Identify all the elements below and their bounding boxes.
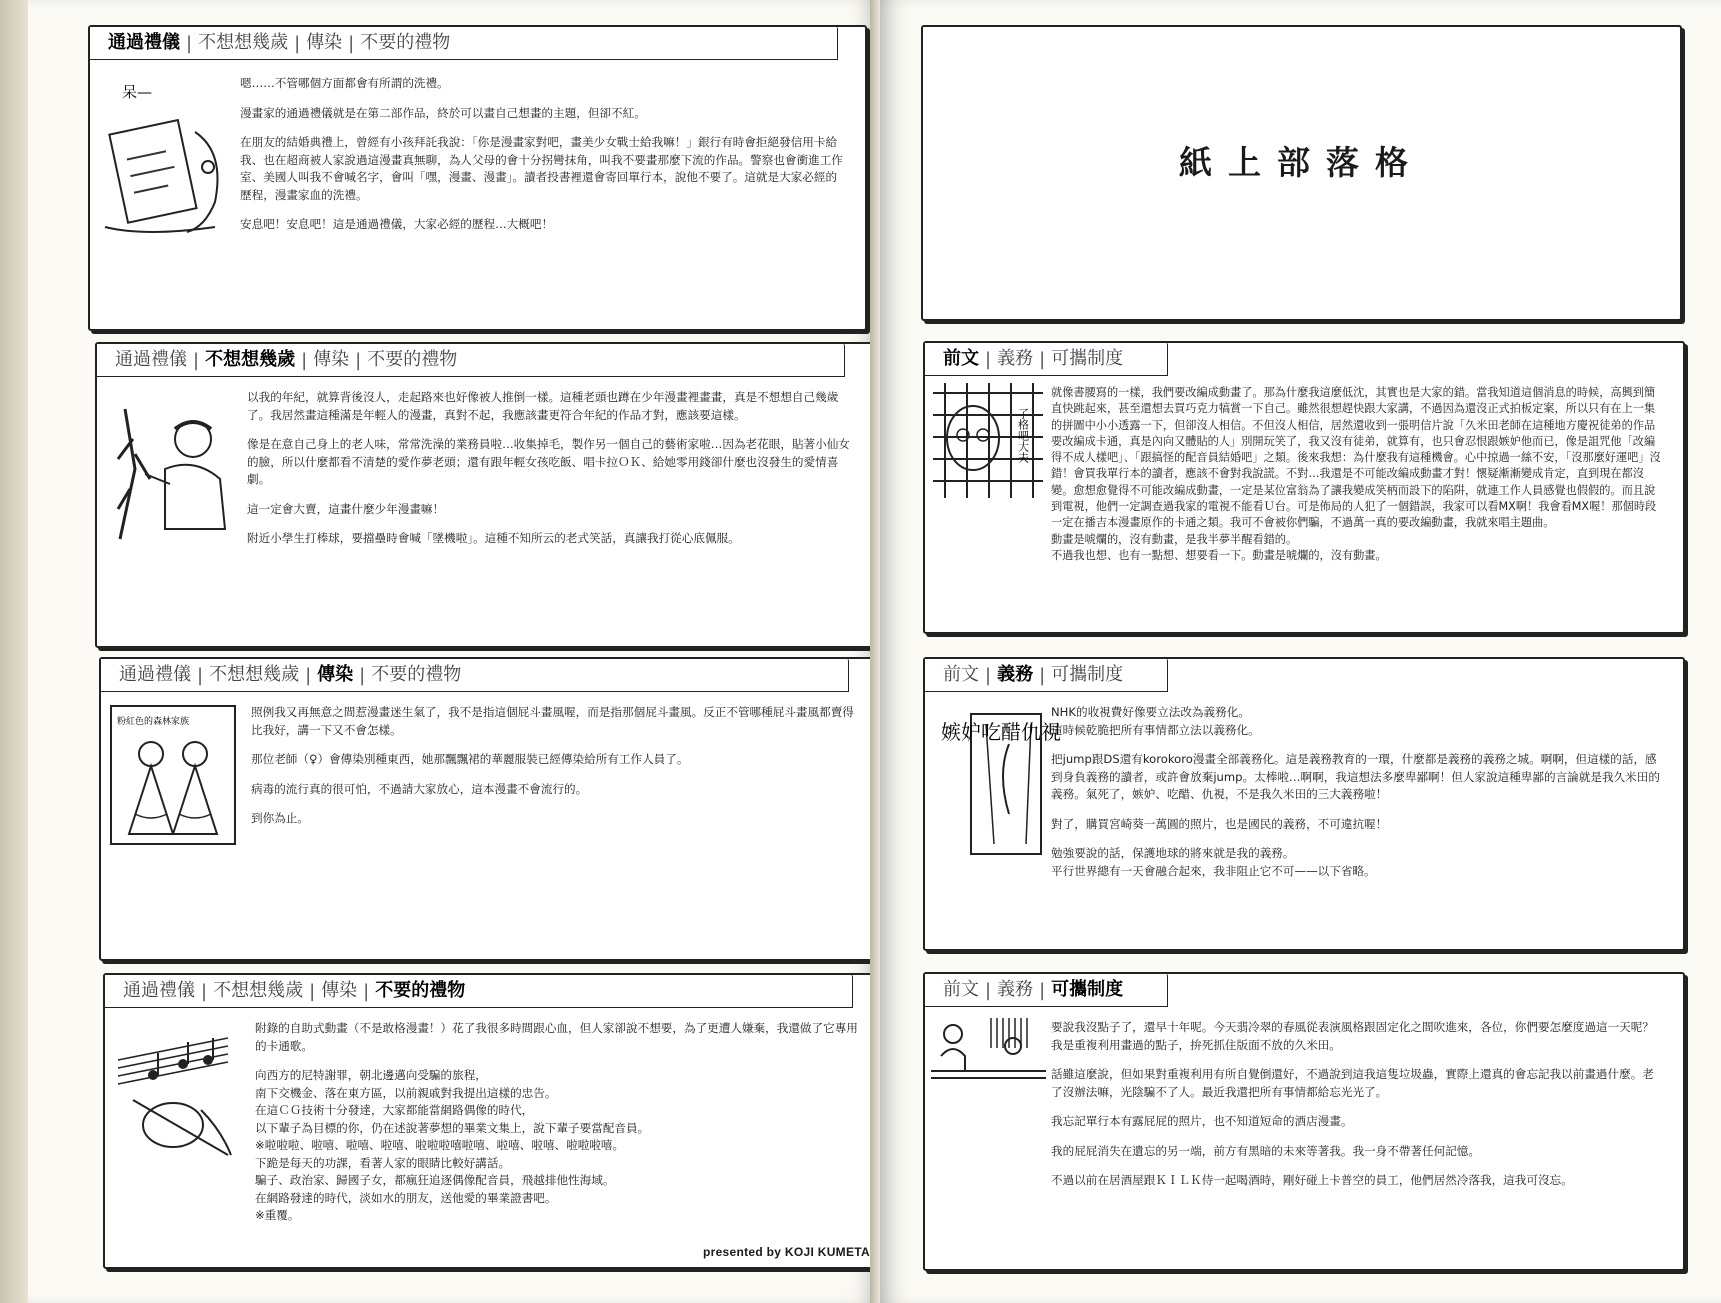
illustration-violin-music [113, 1030, 243, 1160]
panel-preface [923, 341, 1685, 634]
tab-passage-rite: 通過禮儀 [108, 32, 180, 53]
paragraph: 這一定會大賣，這畫什麼少年漫畫嘛！ [247, 501, 445, 516]
tab-age: 不想想幾歲 [205, 349, 296, 370]
tab-duty: 義務 [997, 664, 1034, 685]
tab-passage-rite: 通過禮儀 [123, 980, 195, 1001]
panel-tabs: 通過禮儀 | 不想想幾歲 | 傳染 | 不要的禮物 [101, 659, 849, 692]
lyric-line: 向西方的尼特謝罪，朝北邊邁向受騙的旅程， [255, 1068, 487, 1082]
panel-passage-rite [88, 25, 867, 331]
panel-text [251, 704, 856, 840]
tab-portable-system: 可攜制度 [1051, 664, 1124, 685]
paragraph: 安息吧！安息吧！這是通過禮儀，大家必經的歷程…大概吧！ [240, 217, 554, 231]
illustration-bar-scene [931, 1016, 1046, 1091]
song-lyrics [255, 1067, 860, 1225]
lyric-line: 在這ＣＧ技術十分發達，大家都能當網路偶像的時代， [255, 1103, 534, 1117]
panel-text [240, 75, 845, 246]
tab-preface: 前文 [943, 664, 979, 685]
left-page [28, 0, 878, 1303]
tab-duty: 義務 [997, 348, 1034, 369]
panel-tabs: 前文 | 義務 | 可攜制度 [925, 659, 1168, 692]
tab-unwanted-gift: 不要的禮物 [367, 349, 458, 370]
illustration-stunned-man [100, 77, 230, 247]
paragraph: 到你為止。 [251, 811, 309, 825]
illustration-caged-face [933, 383, 1043, 498]
paragraph: 對了，購買宮崎葵一萬圓的照片，也是國民的義務，不可違抗喔！ [1051, 816, 1388, 831]
tab-unwanted-gift: 不要的禮物 [360, 32, 451, 53]
paragraph: 要說我沒點子了，還早十年呢。今天翡冷翠的春風從表演風格跟固定化之間吹進來，各位，你們要怎麼度過這一天呢？我是重複利用畫過的點子，拚死抓住版面不放的久米田。 [1051, 1020, 1654, 1052]
paragraph: 那位老師（♀）會傳染別種東西，她那飄飄裙的華麗服裝已經傳染給所有工作人員了。 [251, 752, 689, 766]
tab-preface: 前文 [943, 979, 979, 1000]
title-panel [921, 25, 1682, 321]
paragraph: 嗯……不管哪個方面都會有所謂的洗禮。 [240, 76, 449, 90]
tab-contagion: 傳染 [317, 664, 354, 685]
paragraph: 就像書腰寫的一樣，我們要改編成動畫了。那為什麼我這麼低沈，其實也是大家的錯。當我知道這個消息的時候，高興到簡直快跳起來，甚至還想去買巧克力犒賞一下自己。雖然很想趕快跟大家講，不過因為還沒正式拍板定案，所以只有在上一集的拼圖中小小透露一下，但卻沒人相信。不但沒人相信，居然還收到一張明信片說「久米田老師在這種地方慶祝徒弟的作品要改編成卡通，真是內向又體貼的人」別開玩笑了，我又沒有徒弟，就算有，也只會忍恨跟嫉妒他而已，像是詛咒他「改編得不成人樣吧」、「跟搞怪的配音員結婚吧」之類。後來我想：為什麼我有這種機會。心中掠過一絲不安，「沒那麼好運吧」沒錯！會買我單行本的讀者，應該不會對我說謊。不對…我還是不可能改編成動畫才對！懷疑漸漸變成肯定，直到現在都沒變。愈想愈覺得不可能改編成動畫，一定是某位富翁為了讓我變成笑柄而設下的陷阱，就連工作人員感覺也假假的。而且說到電視，他們一定調查過我家的電視不能看Ｕ台。可是佈局的人犯了一個錯誤，我家可以看MX啊！我會看MX喔！那個時段一定在播吉本漫畫原作的卡通之類。我可不會被你們騙，不過萬一真的要改編動畫，我就來唱主題曲。 [1051, 386, 1661, 530]
lyric-line: 以下輩子為目標的你，仍在述說著夢想的畢業文集上，說下輩子要當配音員。 [255, 1120, 650, 1135]
panel-age [95, 342, 874, 648]
paragraph: 話雖這麼說，但如果對重複利用有所自覺倒還好，不過說到這我這隻垃圾蟲，實際上還真的會忘記我以前畫過什麼。老了沒辦法嘛，光陰騙不了人。最近我還把所有事情都給忘光光了。 [1051, 1067, 1654, 1099]
panel-text [255, 1020, 860, 1225]
tab-age: 不想想幾歲 [209, 664, 300, 685]
tab-duty: 義務 [997, 979, 1034, 1000]
tab-passage-rite: 通過禮儀 [119, 664, 191, 685]
lyric-line: ※啦啦啦、啦嘻、啦嘻、啦嘻、啦啦啦嘻啦嘻、啦嘻、啦嘻、啦啦啦嘻。 [255, 1138, 625, 1152]
lyric-line: 下跪是每天的功課，看著人家的眼睛比較好講話。 [255, 1155, 511, 1170]
panel-text [247, 389, 852, 560]
illustration-frilly-dolls [109, 704, 239, 849]
panel-text [1051, 704, 1661, 880]
paragraph: 我的屁屁消失在遺忘的另一端，前方有黑暗的未來等著我。我一身不帶著任何記憶。 [1051, 1143, 1480, 1158]
illustration-caption: 嫉妒吃醋仇視 [941, 720, 1061, 744]
paragraph: 病毒的流行真的很可怕，不過請大家放心，這本漫畫不會流行的。 [251, 781, 588, 796]
right-page [880, 0, 1721, 1303]
paragraph: 動畫是唬爛的，沒有動畫，是我半夢半醒看錯的。 [1051, 532, 1298, 546]
tab-preface: 前文 [943, 348, 979, 369]
lyric-line: 南下交機金、落在東方區，以前親戚對我提出這樣的忠告。 [255, 1085, 557, 1100]
paragraph: 不過我也想、也有一點想、想要看一下。動畫是唬爛的，沒有動畫。 [1051, 548, 1387, 562]
paragraph: 平行世界總有一天會融合起來，我非阻止它不可——以下省略。 [1051, 863, 1376, 878]
tab-contagion: 傳染 [306, 32, 343, 53]
paragraph: 在朋友的結婚典禮上，曾經有小孩拜託我說：「你是漫畫家對吧，畫美少女戰士給我嘛！」銀行有時會拒絕發信用卡給我、也在超商被人家說過這漫畫真無聊，為人父母的會十分拐彎抹角，叫我不要畫那麼下流的作品。警察也會衝進工作室、美國人叫我不會喊名字，會叫「嘿，漫畫、漫畫」。讀者投書裡還會寄回單行本，說他不要了。這就是大家必經的歷程，漫畫家血的洗禮。 [240, 135, 843, 202]
tab-unwanted-gift: 不要的禮物 [371, 664, 462, 685]
panel-tabs: 通過禮儀 | 不想想幾歲 | 傳染 | 不要的禮物 [90, 27, 838, 60]
panel-text [1051, 385, 1666, 564]
tab-unwanted-gift: 不要的禮物 [375, 980, 466, 1001]
panel-contagion [99, 657, 878, 961]
tab-contagion: 傳染 [321, 980, 358, 1001]
illustration-caption: 粉紅色的森林家族 [117, 717, 190, 727]
panel-tabs: 通過禮儀 | 不想想幾歲 | 傳染 | 不要的禮物 [97, 344, 845, 377]
paragraph: 勉強要說的話，保護地球的將來就是我的義務。 [1051, 846, 1295, 860]
panel-text [1051, 1019, 1661, 1202]
paragraph: 以我的年紀，就算背後沒人，走起路來也好像被人推倒一樣。這種老頭也蹲在少年漫畫裡畫畫，真是不想想自己幾歲了。我居然畫這種滿是年輕人的漫畫，真對不起，我應該畫更符合年紀的作品才對，應該要這樣。 [247, 390, 839, 422]
tab-passage-rite: 通過禮儀 [115, 349, 187, 370]
panel-duty [923, 657, 1685, 951]
panel-tabs: 前文 | 義務 | 可攜制度 [925, 343, 1168, 376]
paragraph: 不過以前在居酒屋跟ＫＩＬＫ侍一起喝酒時，剛好碰上卡普空的員工，他們居然冷落我，這我可沒忘。 [1051, 1173, 1573, 1187]
illustration-caption: 呆— [122, 83, 153, 101]
paragraph: NHK的收視費好像要立法改為義務化。 [1051, 705, 1250, 719]
lyric-line: ※重覆。 [255, 1208, 300, 1222]
panel-portable-system [923, 972, 1685, 1271]
paragraph: 像是在意自己身上的老人味，常常洗澡的業務員啦…收集掉毛，製作另一個自己的藝術家啦…因為老花眼，貼著小仙女的臉，所以什麼都看不清楚的愛作夢老頭；還有跟年輕女孩吃飯、唱卡拉ＯＫ、給她零用錢卻什麼也沒發生的愛情喜劇。 [247, 437, 850, 486]
paragraph: 附近小學生打棒球，要擋壘時會喊「墜機啦」。這種不知所云的老式笑話，真讓我打從心底佩服。 [247, 531, 740, 545]
lyric-line: 在網路發達的時代，淡如水的朋友，送他愛的畢業證書吧。 [255, 1190, 557, 1205]
page-title: 紙上部落格 [1179, 143, 1424, 182]
panel-tabs: 通過禮儀 | 不想想幾歲 | 傳染 | 不要的禮物 [105, 975, 853, 1008]
tab-contagion: 傳染 [313, 349, 350, 370]
paragraph: 把jump跟DS還有korokoro漫畫全部義務化。這是義務教育的一環，什麼都是義務的義務之城。啊啊，但這樣的話，感到身負義務的讀者，或許會放棄jump。太棒啦…啊啊，我這想法多麼卑鄙啊！但人家說這種卑鄙的言論就是我久米田的義務。氣死了，嫉妒、吃醋、仇視，不是我久米田的三大義務啦！ [1051, 752, 1660, 801]
paragraph: 漫畫家的通過禮儀就是在第二部作品，終於可以畫自己想畫的主題，但卻不紅。 [240, 105, 646, 120]
author-credit: presented by KOJI KUMETA [702, 1245, 870, 1259]
panel-tabs: 前文 | 義務 | 可攜制度 [925, 974, 1168, 1007]
illustration-jealous-face [931, 704, 1061, 854]
tab-portable-system: 可攜制度 [1051, 348, 1124, 369]
paragraph: 這時候乾脆把所有事情都立法以義務化。 [1051, 722, 1260, 737]
tab-portable-system: 可攜制度 [1051, 979, 1124, 1000]
tab-age: 不想想幾歲 [213, 980, 304, 1001]
book-edge-left [0, 0, 28, 1303]
tab-age: 不想想幾歲 [198, 32, 289, 53]
paragraph: 附錄的自助式動畫（不是敢格漫畫！）花了我很多時間跟心血，但人家卻說不想要，為了更遭人嫌棄，我還做了它專用的卡通歌。 [255, 1021, 858, 1053]
illustration-caption: 了格吧大夫 [1016, 408, 1030, 463]
paragraph: 我忘記單行本有露屁屁的照片，也不知道短命的酒店漫畫。 [1051, 1114, 1353, 1128]
lyric-line: 騙子、政治家、歸國子女，都瘋狂追逐偶像配音員，飛越排他性海域。 [255, 1173, 615, 1187]
paragraph: 照例我又再無意之間惹漫畫迷生氣了，我不是指這個屁斗畫風喔，而是指那個屁斗畫風。反正不管哪種屁斗畫風都賣得比我好，講一下又不會怎樣。 [251, 705, 854, 737]
illustration-old-man-with-sticks [105, 399, 235, 549]
panel-unwanted-gift [103, 973, 882, 1269]
